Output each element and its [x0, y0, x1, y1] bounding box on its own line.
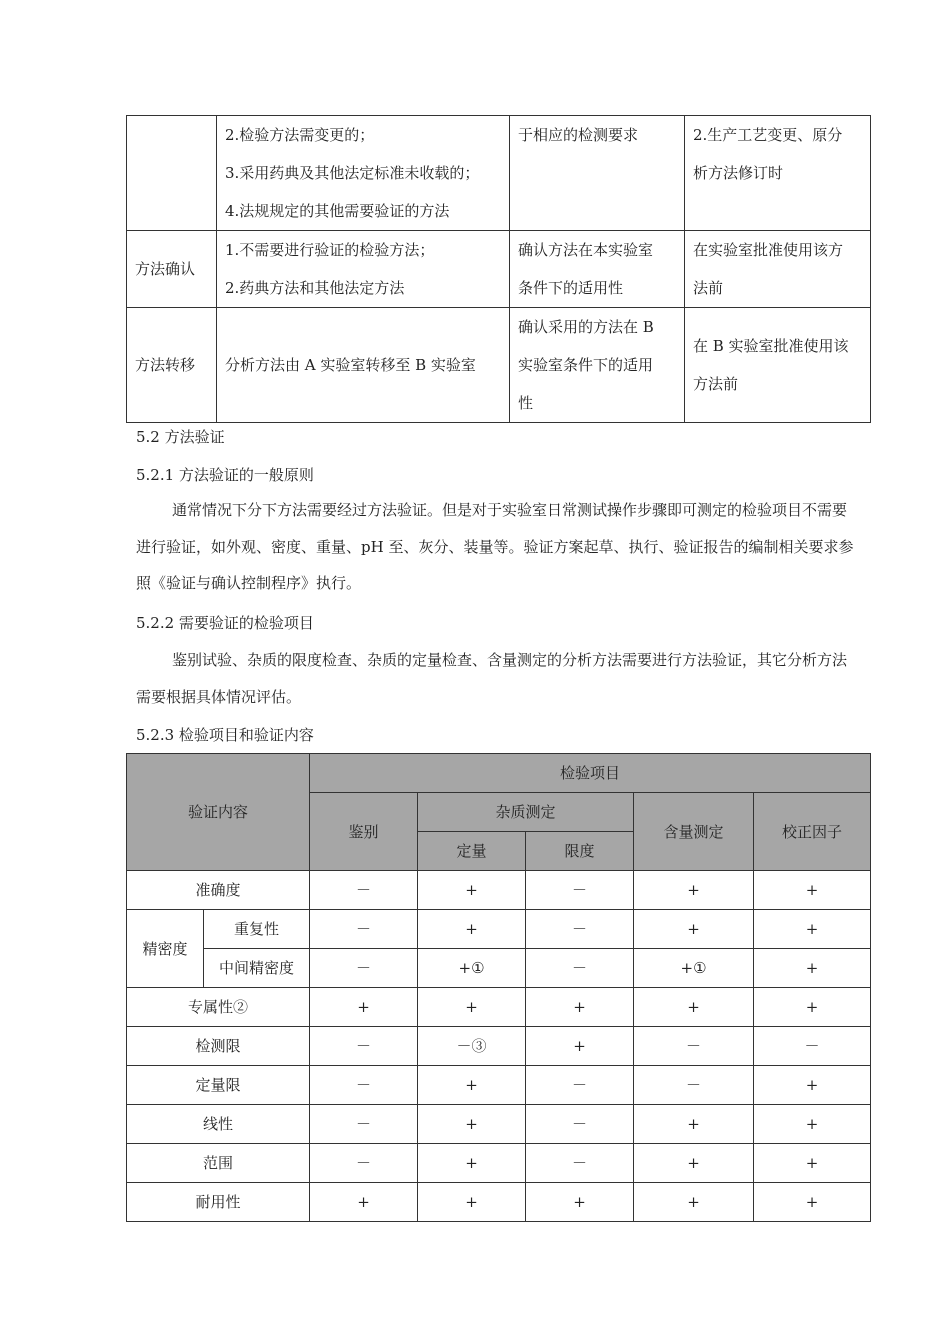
table-row — [127, 1105, 871, 1144]
header-test-items: 检验项目 — [310, 754, 871, 793]
paragraph-5-2-1: 通常情况下分下方法需要经过方法验证。但是对于实验室日常测试操作步骤即可测定的检验项目不需要进行验证，如外观、密度、重量、pH 至、灰分、装量等。验证方案起草、执行、验证报告的编制相关要求参照《验证与确认控制程序》执行。 — [136, 501, 854, 592]
cell: +① — [634, 949, 754, 988]
method-name-cell: 方法确认 — [127, 231, 217, 308]
cell: + — [754, 1105, 871, 1144]
cell: － — [526, 949, 634, 988]
purpose-cell: 确认方法在本实验室 条件下的适用性 — [510, 231, 685, 308]
row-label: 专属性② — [127, 988, 310, 1027]
cell: +① — [418, 949, 526, 988]
cell: － — [634, 1027, 754, 1066]
cell: + — [754, 910, 871, 949]
table-header-row — [127, 754, 871, 793]
table-row — [127, 910, 871, 949]
cell: + — [418, 871, 526, 910]
condition-cell: 2.检验方法需变更的； 3.采用药典及其他法定标准未收载的； 4.法规规定的其他需要验证的方法 — [217, 116, 510, 231]
header-limit: 限度 — [526, 832, 634, 871]
cell: － — [310, 1066, 418, 1105]
section-heading-5-2: 5.2 方法验证 — [136, 428, 225, 446]
header-quantitative: 定量 — [418, 832, 526, 871]
cell: － — [526, 871, 634, 910]
cell: － — [526, 910, 634, 949]
header-impurity: 杂质测定 — [418, 793, 634, 832]
cell: + — [634, 910, 754, 949]
cell: + — [526, 988, 634, 1027]
cell: + — [310, 1183, 418, 1222]
cell: + — [418, 1105, 526, 1144]
cell: + — [418, 1144, 526, 1183]
purpose-cell: 于相应的检测要求 — [510, 116, 685, 231]
row-label: 耐用性 — [127, 1183, 310, 1222]
cell: + — [754, 949, 871, 988]
section-heading-5-2-3: 5.2.3 检验项目和验证内容 — [136, 726, 314, 744]
cell: － — [310, 1105, 418, 1144]
method-type-table — [126, 115, 871, 423]
cell: + — [754, 988, 871, 1027]
purpose-cell: 确认采用的方法在 B 实验室条件下的适用 性 — [510, 308, 685, 423]
method-name-cell: 方法转移 — [127, 308, 217, 423]
cell: － — [310, 1144, 418, 1183]
validation-content-table — [126, 753, 871, 1222]
cell: + — [634, 1183, 754, 1222]
table-row — [127, 1183, 871, 1222]
cell: + — [526, 1183, 634, 1222]
cell: + — [754, 1066, 871, 1105]
header-assay: 含量测定 — [634, 793, 754, 871]
cell: + — [634, 1105, 754, 1144]
cell: + — [754, 1144, 871, 1183]
row-group-label: 精密度 — [127, 910, 204, 988]
cell: － — [526, 1066, 634, 1105]
table-row — [127, 116, 871, 231]
cell: + — [310, 988, 418, 1027]
cell: + — [634, 988, 754, 1027]
timing-cell: 在实验室批准使用该方 法前 — [685, 231, 871, 308]
cell: + — [418, 1183, 526, 1222]
cell: + — [526, 1027, 634, 1066]
table-row — [127, 1027, 871, 1066]
row-label: 定量限 — [127, 1066, 310, 1105]
cell: － — [634, 1066, 754, 1105]
cell: － — [310, 871, 418, 910]
cell: － — [310, 910, 418, 949]
table-row — [127, 988, 871, 1027]
row-label: 线性 — [127, 1105, 310, 1144]
row-label: 中间精密度 — [204, 949, 310, 988]
cell: － — [526, 1105, 634, 1144]
row-label: 重复性 — [204, 910, 310, 949]
cell: － — [310, 1027, 418, 1066]
header-correction-factor: 校正因子 — [754, 793, 871, 871]
row-label: 检测限 — [127, 1027, 310, 1066]
cell: + — [634, 871, 754, 910]
header-validation-content: 验证内容 — [127, 754, 310, 871]
cell: － — [526, 1144, 634, 1183]
condition-cell: 分析方法由 A 实验室转移至 B 实验室 — [217, 308, 510, 423]
timing-cell: 在 B 实验室批准使用该 方法前 — [685, 308, 871, 423]
table-row — [127, 1066, 871, 1105]
cell: + — [418, 910, 526, 949]
cell: + — [418, 988, 526, 1027]
table-row — [127, 308, 871, 423]
table-row — [127, 1144, 871, 1183]
cell: －③ — [418, 1027, 526, 1066]
cell: + — [418, 1066, 526, 1105]
header-identification: 鉴别 — [310, 793, 418, 871]
section-heading-5-2-2: 5.2.2 需要验证的检验项目 — [136, 614, 314, 632]
cell: － — [310, 949, 418, 988]
row-label: 范围 — [127, 1144, 310, 1183]
cell: － — [754, 1027, 871, 1066]
row-label: 准确度 — [127, 871, 310, 910]
table-row — [127, 949, 871, 988]
table-row — [127, 231, 871, 308]
cell: + — [754, 1183, 871, 1222]
table-row — [127, 871, 871, 910]
method-name-cell — [127, 116, 217, 231]
cell: + — [754, 871, 871, 910]
section-heading-5-2-1: 5.2.1 方法验证的一般原则 — [136, 466, 314, 484]
condition-cell: 1.不需要进行验证的检验方法； 2.药典方法和其他法定方法 — [217, 231, 510, 308]
paragraph-5-2-2: 鉴别试验、杂质的限度检查、杂质的定量检查、含量测定的分析方法需要进行方法验证，其它分析方法需要根据具体情况评估。 — [136, 651, 848, 706]
cell: + — [634, 1144, 754, 1183]
timing-cell: 2.生产工艺变更、原分 析方法修订时 — [685, 116, 871, 231]
